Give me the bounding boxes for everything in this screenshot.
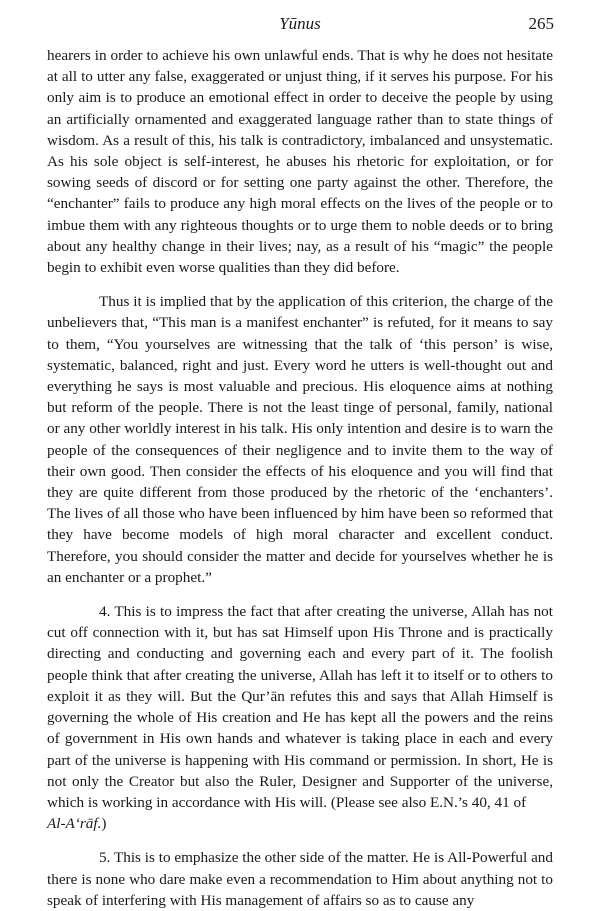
surah-reference: Al-A‘rāf. bbox=[47, 815, 102, 833]
note-5: 5. This is to emphasize the other side of the matter. He is All-Powerful and there is none who dare make even a recommendation to Him about anything not to speak of interfering with His management of affairs so as to cause any bbox=[47, 849, 553, 909]
body-text bbox=[47, 45, 553, 911]
page-number: 265 bbox=[528, 14, 554, 33]
running-head: Yūnus bbox=[279, 14, 321, 33]
note-4 bbox=[47, 601, 553, 834]
reference-close: ) bbox=[101, 815, 107, 833]
paragraph-criterion: Thus it is implied that by the application of this criterion, the charge of the unbelievers that, “This man is a manifest enchanter” is refuted, for it means to say to them, “You yourselves are witnessing that the talk of ‘this person’ is wise, systematic, balanced, right and just. Every word he utters is well-thought out and everything he says is most valuable and precious. His eloquence aims at nothing but reform of the people. There is not the least tinge of personal, family, national or any other worldly interest in his talk. His only intention and desire is to warn the people of the consequences of their negligence and to invite them to the way of their own good. Then consider the effects of his eloquence and you will find that they are quite different from those produced by the rhetoric of the ‘enchanters’. The lives of all those who have been influenced by him have been so reformed that they have become models of high moral character and excellent conduct. Therefore, you should consider the matter and decide for yourselves whether he is an enchanter or a prophet.” bbox=[47, 293, 553, 586]
note-4-text: 4. This is to impress the fact that after creating the universe, Allah has not cut off connection with it, but has sat Himself upon His Throne and is practically directing and conducting and governing each and every part of it. The foolish people think that after creating the universe, Allah has left it to itself or to others to exploit it as they will. But the Qur’ān refutes this and says that Allah Himself is governing the whole of His creation and He has kept all the powers and the reins of government in His own hands and whatever is taking place in each and every part of the universe is happening with His command or permission. In short, He is not only the Creator but also the Ruler, Designer and Supporter of the universe, which is working in accordance with His will. (Please see also E.N.’s 40, 41 of bbox=[47, 603, 553, 811]
page-header bbox=[0, 14, 600, 38]
paragraph-continuation: hearers in order to achieve his own unlawful ends. That is why he does not hesitate at all to utter any false, exaggerated or unjust thing, if it serves his purpose. For his only aim is to produce an emotional effect in order to deceive the people by using an artificially ornamented and exaggerated language rather than to state things of wisdom. As a result of this, his talk is contradictory, imbalanced and unsystematic. As his sole object is self-interest, he abuses his rhetoric for exploitation, or for sowing seeds of discord or for setting one party against the other. Therefore, the “enchanter” fails to produce any high moral effects on the lives of the people or to imbue them with any righteous thoughts or to urge them to noble deeds or to bring about any healthy change in their lives; nay, as a result of his “magic” the people begin to exhibit even worse qualities than they did before. bbox=[47, 47, 553, 277]
